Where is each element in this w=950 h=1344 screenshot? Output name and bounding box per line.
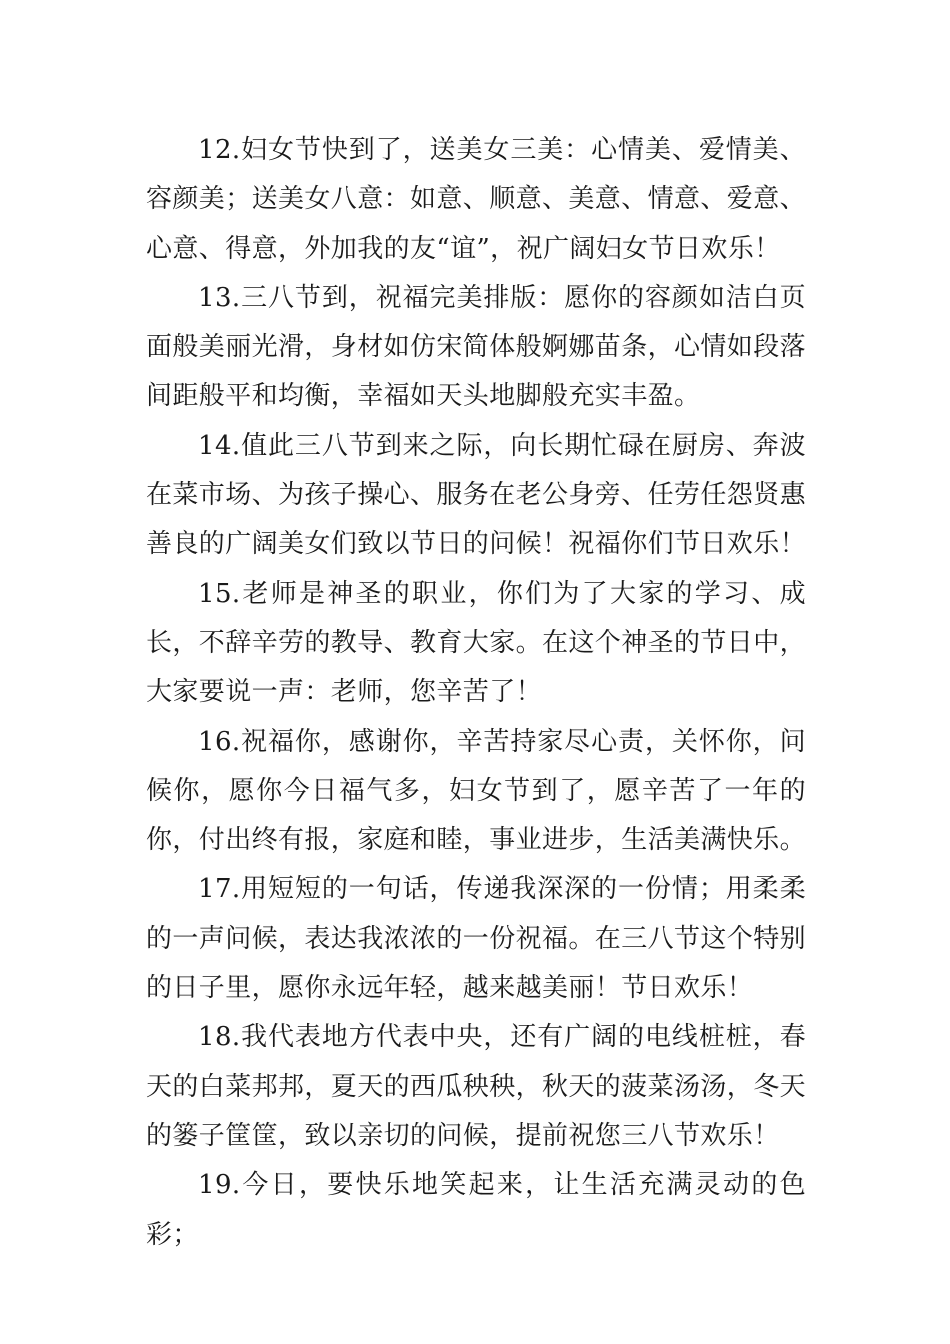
paragraph-19: 19.今日，要快乐地笑起来，让生活充满灵动的色彩； xyxy=(146,1170,806,1250)
paragraph-12: 12.妇女节快到了，送美女三美：心情美、爱情美、容颜美；送美女八意：如意、顺意、美意、情意、爱意、心意、得意，外加我的友“谊”，祝广阔妇女节日欢乐！ xyxy=(146,135,807,264)
paragraph-16: 16.祝福你，感谢你，辛苦持家尽心责，关怀你，问候你，愿你今日福气多，妇女节到了，愿辛苦了一年的你，付出终有报，家庭和睦，事业进步，生活美满快乐。 xyxy=(146,726,807,856)
paragraph-14: 14.值此三八节到来之际，向长期忙碌在厨房、奔波在菜市场、为孩子操心、服务在老公身旁、任劳任怨贤惠善良的广阔美女们致以节日的问候！祝福你们节日欢乐！ xyxy=(146,430,807,560)
paragraph-15: 15.老师是神圣的职业，你们为了大家的学习、成长，不辞辛劳的教导、教育大家。在这个神圣的节日中，大家要说一声：老师，您辛苦了！ xyxy=(146,578,807,708)
paragraph-18: 18.我代表地方代表中央，还有广阔的电线桩桩，春天的白菜邦邦，夏天的西瓜秧秧，秋天的菠菜汤汤，冬天的篓子筐筐，致以亲切的问候，提前祝您三八节欢乐！ xyxy=(146,1022,807,1151)
paragraph-17: 17.用短短的一句话，传递我深深的一份情；用柔柔的一声问候，表达我浓浓的一份祝福。在三八节这个特别的日子里，愿你永远年轻，越来越美丽！节日欢乐！ xyxy=(146,874,807,1004)
document-body xyxy=(146,126,806,1260)
paragraph-13: 13.三八节到，祝福完美排版：愿你的容颜如洁白页面般美丽光滑，身材如仿宋简体般婀娜苗条，心情如段落间距般平和均衡，幸福如天头地脚般充实丰盈。 xyxy=(146,282,807,412)
